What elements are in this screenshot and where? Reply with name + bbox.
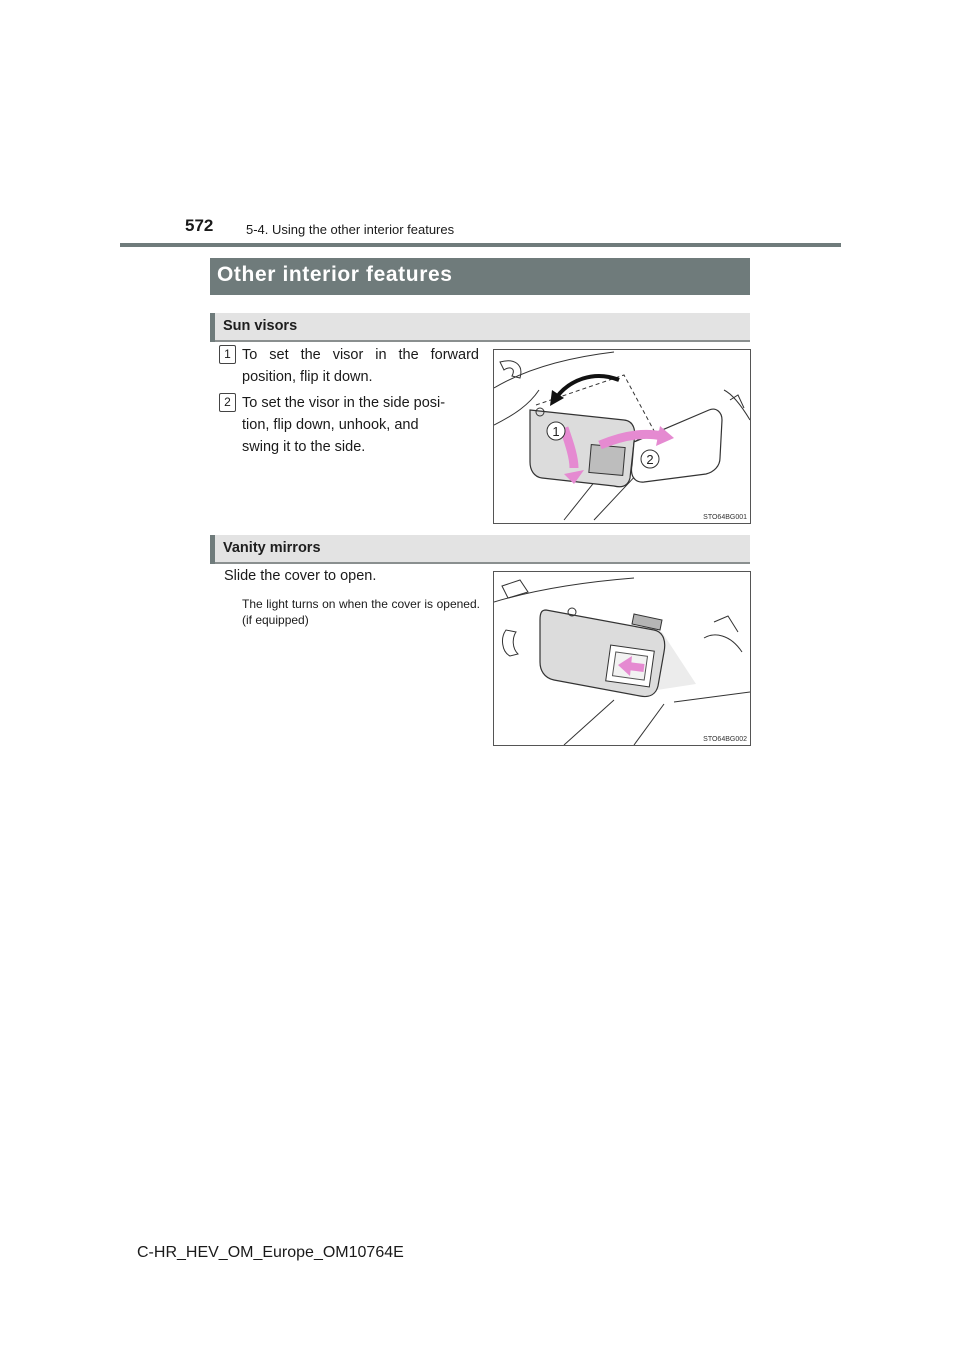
subsection-sun-visors: [210, 313, 750, 342]
subsection-marker: [210, 313, 215, 342]
vent-shape: [502, 580, 528, 598]
section-banner: [210, 258, 750, 295]
vanity-note: The light turns on when the cover is opened. (if equipped): [242, 597, 480, 627]
step-number-1: 1: [219, 345, 236, 364]
header-rule: [120, 243, 841, 247]
subsection-marker: [210, 535, 215, 564]
sun-visor-figure: [493, 349, 751, 524]
callout-1: 1: [552, 424, 560, 439]
right-trim-line: [704, 635, 742, 652]
section-title: Other interior features: [217, 263, 453, 286]
subsection-vanity-mirrors: [210, 535, 750, 564]
step-number-2: 2: [219, 393, 236, 412]
vanity-instruction: Slide the cover to open.: [224, 568, 377, 584]
visor-side: [632, 409, 723, 482]
callout-2: 2: [646, 452, 654, 467]
vanity-mirror-illustration: [494, 572, 750, 745]
subsection-title: Sun visors: [223, 318, 298, 334]
step-text-2: [242, 392, 479, 458]
right-clip-shape: [714, 616, 738, 632]
step-text-2-line-2: tion, flip down, unhook, and: [242, 417, 419, 433]
windshield-edge-line: [494, 352, 614, 388]
visor-mirror-1: [589, 445, 625, 476]
figure-code-2: STO64BG002: [703, 736, 747, 743]
vanity-mirror-figure: [493, 571, 751, 746]
page-number: 572: [185, 216, 214, 235]
step-text-2-line-1: To set the visor in the side posi-: [242, 395, 446, 411]
lower-line-2: [634, 704, 664, 745]
sun-visor-illustration: [494, 350, 750, 523]
step-text-2-line-3: swing it to the side.: [242, 439, 366, 455]
step-text-1: To set the visor in the forward position, flip it down.: [242, 347, 479, 385]
lower-line-1: [564, 700, 614, 745]
figure-code-1: STO64BG001: [703, 514, 747, 521]
document-footer: C-HR_HEV_OM_Europe_OM10764E: [137, 1244, 404, 1261]
right-trim-line: [724, 390, 750, 420]
lower-line-3: [674, 692, 750, 702]
running-header: 5-4. Using the other interior features: [246, 222, 455, 237]
left-trim-shape: [503, 630, 518, 656]
subsection-title: Vanity mirrors: [223, 540, 321, 556]
